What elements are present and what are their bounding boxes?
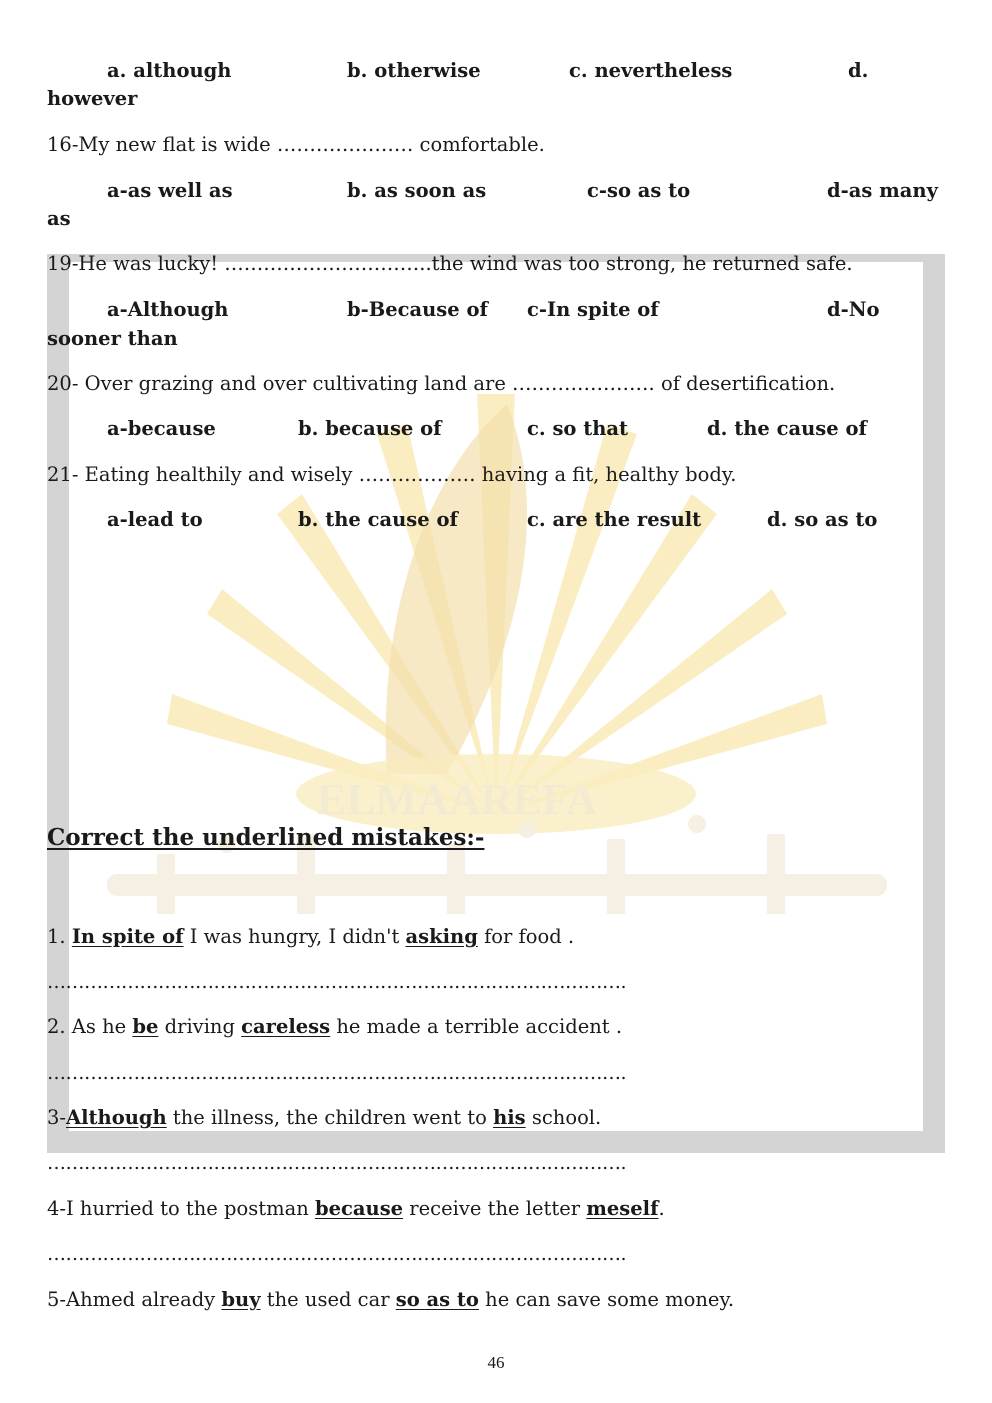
q16-option-a: a-as well as: [107, 179, 233, 202]
answer-line-2: ………………………………………………………………………………….: [47, 1062, 627, 1084]
underlined-mistake: Although: [66, 1106, 167, 1129]
answer-line-1: ………………………………………………………………………………….: [47, 971, 627, 993]
mistake-1: 1. In spite of I was hungry, I didn't asking for food .: [47, 925, 575, 948]
q20-option-c: c. so that: [527, 417, 629, 440]
q16-option-c: c-so as to: [587, 179, 691, 202]
mistake-2: 2. As he be driving careless he made a terrible accident .: [47, 1015, 623, 1038]
underlined-mistake: careless: [241, 1015, 331, 1038]
underlined-mistake: his: [493, 1106, 526, 1129]
q19-option-c: c-In spite of: [527, 298, 659, 321]
q21-option-b: b. the cause of: [298, 508, 458, 531]
q20-option-d: d. the cause of: [707, 417, 867, 440]
underlined-mistake: because: [314, 1197, 404, 1220]
q15-option-d: d.: [848, 59, 869, 82]
question-16: 16-My new flat is wide ………………… comfortable.: [47, 133, 545, 156]
q20-option-a: a-because: [107, 417, 216, 440]
mistake-5: 5-Ahmed already buy the used car so as to he can save some money.: [47, 1288, 735, 1311]
question-20: 20- Over grazing and over cultivating land are …………………. of desertification.: [47, 372, 836, 395]
q19-option-d: d-No: [827, 298, 880, 321]
q15-option-d-continued: however: [47, 87, 138, 110]
page-number: 46: [487, 1353, 505, 1372]
q21-option-a: a-lead to: [107, 508, 203, 531]
q15-option-c: c. nevertheless: [569, 59, 733, 82]
q19-option-a: a-Although: [107, 298, 229, 321]
underlined-mistake: meself: [586, 1197, 659, 1220]
section-heading: Correct the underlined mistakes:-: [47, 824, 485, 851]
mistake-4: 4-I hurried to the postman because receive the letter meself.: [47, 1197, 665, 1220]
q16-option-d: d-as many: [827, 179, 938, 202]
answer-line-4: ………………………………………………………………………………….: [47, 1243, 627, 1265]
q16-option-d-continued: as: [47, 207, 71, 230]
svg-text:ELMAAREFA: ELMAAREFA: [317, 775, 598, 824]
answer-line-3: ………………………………………………………………………………….: [47, 1152, 627, 1174]
q19-option-b: b-Because of: [347, 298, 488, 321]
q19-option-d-continued: sooner than: [47, 327, 178, 350]
q20-option-b: b. because of: [298, 417, 442, 440]
underlined-mistake: In spite of: [71, 925, 184, 948]
underlined-mistake: asking: [405, 925, 478, 948]
q15-option-b: b. otherwise: [347, 59, 481, 82]
q15-option-a: a. although: [107, 59, 232, 82]
q21-option-c: c. are the result: [527, 508, 702, 531]
question-21: 21- Eating healthily and wisely ……………… having a fit, healthy body.: [47, 463, 737, 486]
underlined-mistake: so as to: [395, 1288, 479, 1311]
q21-option-d: d. so as to: [767, 508, 878, 531]
question-19: 19-He was lucky! …………………………..the wind was too strong, he returned safe.: [47, 252, 853, 275]
mistake-3: 3-Although the illness, the children went to his school.: [47, 1106, 602, 1129]
underlined-mistake: buy: [221, 1288, 261, 1311]
underlined-mistake: be: [132, 1015, 159, 1038]
q16-option-b: b. as soon as: [347, 179, 487, 202]
